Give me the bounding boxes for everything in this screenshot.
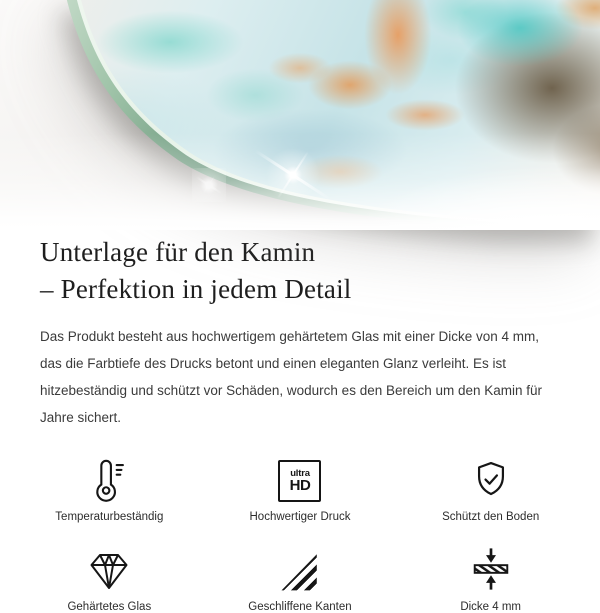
feature-floor-protection (395, 456, 586, 523)
feature-label: Hochwertiger Druck (249, 511, 351, 523)
title-line-1: Unterlage für den Kamin (40, 237, 316, 267)
feature-print-quality (205, 456, 396, 523)
feature-label: Gehärtetes Glas (67, 601, 152, 613)
shield-check-icon (469, 458, 513, 502)
product-description: Das Produkt besteht aus hochwertigem gehärtetem Glas mit einer Dicke von 4 mm, das die Farbtiefe des Drucks betont und einen eleganten Glanz verleiht. Es ist hitzebeständig und schützt vor Schäden, wodurch es den Bereich um den Kamin für Jahre sichert. (40, 329, 543, 425)
title-line-2: – Perfektion in jedem Detail (40, 274, 352, 304)
thermometer-icon (86, 456, 132, 502)
ultra-hd-icon: ultra HD (278, 460, 321, 502)
feature-label: Schützt den Boden (442, 511, 540, 523)
feature-temperature (14, 456, 205, 523)
feature-label: Dicke 4 mm (460, 601, 522, 613)
polished-edge-icon (279, 550, 321, 592)
feature-thickness (395, 546, 586, 613)
glass-panel (0, 0, 600, 230)
feature-polished-edges (205, 546, 396, 613)
hero-image (0, 0, 600, 230)
feature-tempered-glass (14, 546, 205, 613)
feature-grid (14, 456, 586, 613)
feature-label: Geschliffene Kanten (248, 601, 352, 613)
page-title (40, 234, 560, 308)
feature-label: Temperaturbeständig (55, 511, 164, 523)
thickness-icon (468, 546, 514, 592)
diamond-icon (85, 548, 133, 592)
